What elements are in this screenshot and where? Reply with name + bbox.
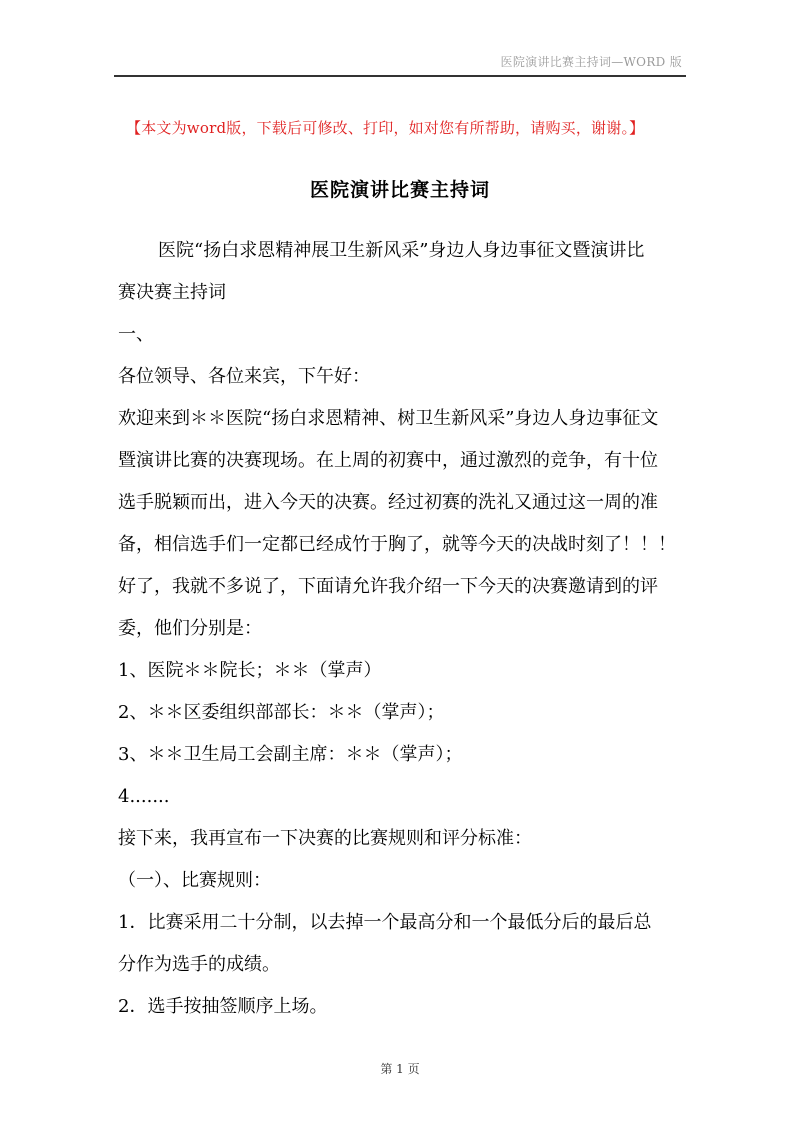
paragraph-line: 各位领导、各位来宾，下午好： [118, 366, 370, 387]
list-item: 2、＊＊区委组织部部长：＊＊（掌声）； [118, 702, 445, 723]
paragraph-line: 一、 [118, 324, 154, 345]
page-number: 第 1 页 [380, 1062, 420, 1076]
running-header: 医院演讲比赛主持词—WORD 版 [500, 55, 682, 69]
section-heading: （一）、比赛规则： [118, 870, 271, 891]
paragraph-line: 医院“扬白求恩精神展卫生新风采”身边人身边事征文暨演讲比 [158, 240, 645, 261]
document-body [118, 230, 684, 1028]
download-notice: 【本文为word版，下载后可修改、打印，如对您有所帮助，请购买，谢谢。】 [126, 119, 645, 137]
list-item: 分作为选手的成绩。 [118, 954, 280, 975]
paragraph-line: 备，相信选手们一定都已经成竹于胸了，就等今天的决战时刻了！！！ [118, 534, 676, 555]
list-item: 2．选手按抽签顺序上场。 [118, 996, 328, 1017]
list-item: 1．比赛采用二十分制，以去掉一个最高分和一个最低分后的最后总 [118, 912, 652, 933]
list-item: 3、＊＊卫生局工会副主席：＊＊（掌声）； [118, 744, 463, 765]
list-item: 4....... [118, 786, 170, 807]
document-title: 医院演讲比赛主持词 [309, 179, 490, 201]
paragraph-line: 选手脱颖而出，进入今天的决赛。经过初赛的洗礼又通过这一周的准 [118, 492, 658, 513]
paragraph-line: 好了，我就不多说了，下面请允许我介绍一下今天的决赛邀请到的评 [118, 576, 658, 597]
paragraph-line: 委，他们分别是： [118, 618, 262, 639]
paragraph-line: 欢迎来到＊＊医院“扬白求恩精神、树卫生新风采”身边人身边事征文 [118, 408, 659, 429]
list-item: 1、医院＊＊院长；＊＊（掌声） [118, 660, 382, 681]
paragraph-line: 赛决赛主持词 [118, 282, 226, 303]
paragraph-line: 暨演讲比赛的决赛现场。在上周的初赛中，通过激烈的竞争，有十位 [118, 450, 658, 471]
header-divider [114, 75, 686, 77]
paragraph-line: 接下来，我再宣布一下决赛的比赛规则和评分标准： [118, 828, 532, 849]
